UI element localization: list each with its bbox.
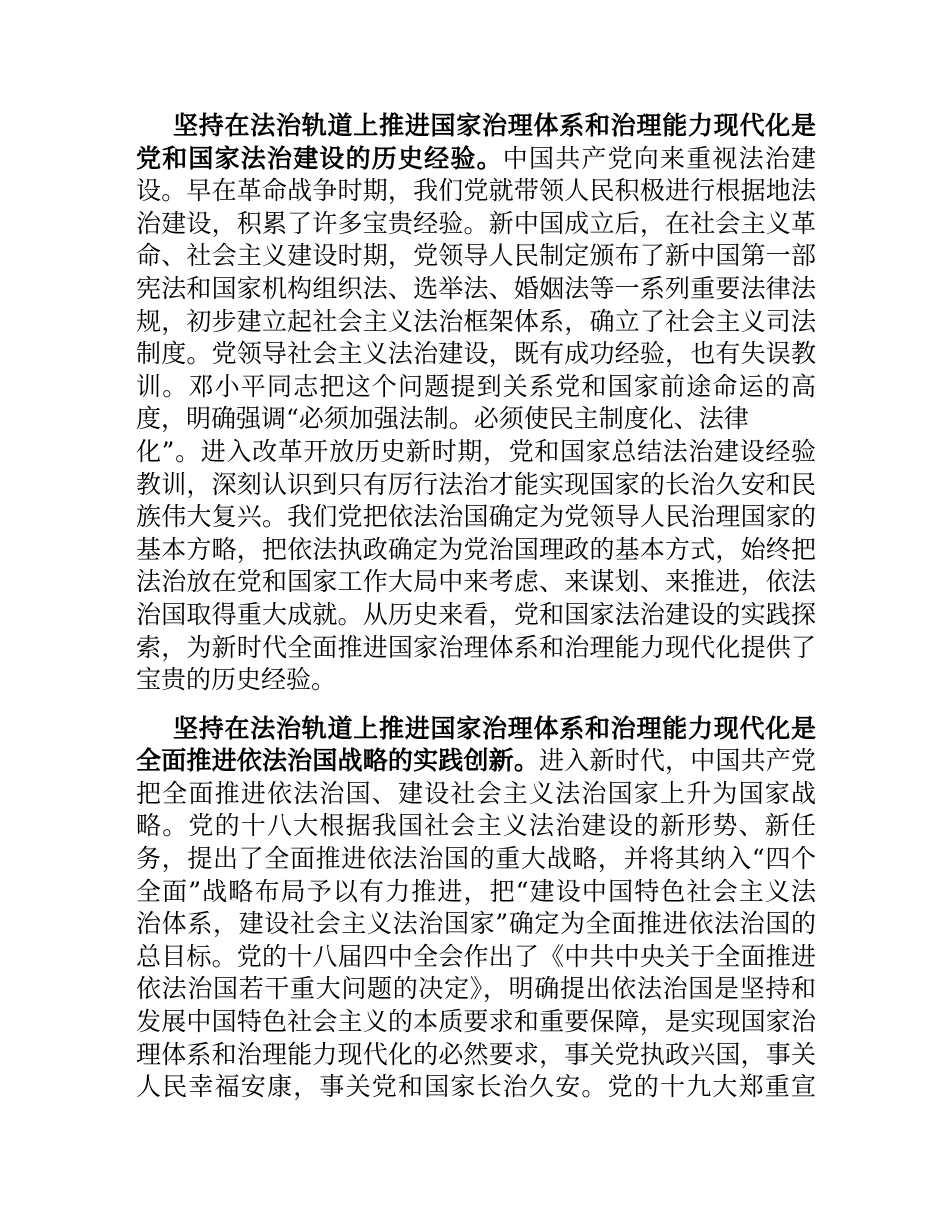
text-line — [136, 208, 816, 241]
body-text: 宪法和国家机构组织法、选举法、婚姻法等一系列重要法律法 — [136, 273, 816, 303]
body-text: 进入新时代，中国共产党 — [539, 746, 816, 776]
text-line — [136, 110, 816, 143]
bold-lead-text: 坚持在法治轨道上推进国家治理体系和治理能力现代化是 — [173, 713, 816, 743]
text-line — [136, 599, 816, 632]
body-text: 基本方略，把依法执政确定为党治国理政的基本方式，始终把 — [136, 534, 816, 564]
text-line — [136, 908, 816, 941]
bold-lead-text: 党和国家法治建设的历史经验。 — [136, 143, 503, 173]
text-line — [136, 632, 816, 665]
body-text: 训。邓小平同志把这个问题提到关系党和国家前途命运的高 — [136, 371, 816, 401]
body-text: 治体系，建设社会主义法治国家”确定为全面推进依法治国的 — [136, 909, 816, 939]
text-line — [136, 810, 816, 843]
body-text: 规，初步建立起社会主义法治框架体系，确立了社会主义司法 — [136, 306, 816, 336]
text-line — [136, 306, 816, 339]
body-text: 务，提出了全面推进依法治国的重大战略，并将其纳入“四个 — [136, 844, 816, 874]
body-text: 宝贵的历史经验。 — [136, 665, 337, 695]
body-text: 全面”战略布局予以有力推进，把“建设中国特色社会主义法 — [136, 876, 816, 906]
text-line — [136, 273, 816, 306]
text-line — [136, 973, 816, 1006]
body-text: 总目标。党的十八届四中全会作出了《中共中央关于全面推进 — [136, 941, 816, 971]
text-line — [136, 469, 816, 502]
text-line — [136, 338, 816, 371]
body-text: 治建设，积累了许多宝贵经验。新中国成立后，在社会主义革 — [136, 208, 816, 238]
text-line — [136, 778, 816, 811]
body-text: 理体系和治理能力现代化的必然要求，事关党执政兴国，事关 — [136, 1039, 816, 1069]
text-line — [136, 1039, 816, 1072]
body-text: 治国取得重大成就。从历史来看，党和国家法治建设的实践探 — [136, 599, 816, 629]
body-text: 略。党的十八大根据我国社会主义法治建设的新形势、新任 — [136, 811, 816, 841]
body-text: 设。早在革命战争时期，我们党就带领人民积极进行根据地法 — [136, 176, 816, 206]
bold-lead-text: 坚持在法治轨道上推进国家治理体系和治理能力现代化是 — [173, 111, 816, 140]
text-block — [136, 110, 816, 1104]
text-line — [136, 843, 816, 876]
paragraph — [136, 713, 816, 1104]
bold-lead-text: 全面推进依法治国战略的实践创新。 — [136, 746, 540, 776]
body-text: 化”。进入改革开放历史新时期，党和国家总结法治建设经验 — [136, 436, 816, 466]
body-text: 度，明确强调“必须加强法制。必须使民主制度化、法律 — [136, 404, 749, 434]
body-text: 教训，深刻认识到只有厉行法治才能实现国家的长治久安和民 — [136, 469, 816, 499]
text-line — [136, 143, 816, 176]
body-text: 中国共产党向来重视法治建 — [502, 143, 816, 173]
body-text: 把全面推进依法治国、建设社会主义法治国家上升为国家战 — [136, 778, 816, 808]
text-line — [136, 566, 816, 599]
body-text: 依法治国若干重大问题的决定》，明确提出依法治国是坚持和 — [136, 974, 816, 1004]
body-text: 族伟大复兴。我们党把依法治国确定为党领导人民治理国家的 — [136, 502, 816, 532]
text-line — [136, 745, 816, 778]
text-line — [136, 713, 816, 746]
text-line — [136, 534, 816, 567]
body-text: 索，为新时代全面推进国家治理体系和治理能力现代化提供了 — [136, 632, 816, 662]
text-line — [136, 664, 816, 697]
text-line — [136, 436, 816, 469]
body-text: 命、社会主义建设时期，党领导人民制定颁布了新中国第一部 — [136, 241, 816, 271]
text-line — [136, 501, 816, 534]
body-text: 制度。党领导社会主义法治建设，既有成功经验，也有失误教 — [136, 339, 816, 369]
body-text: 发展中国特色社会主义的本质要求和重要保障，是实现国家治 — [136, 1007, 816, 1037]
text-line — [136, 1006, 816, 1039]
text-line — [136, 403, 816, 436]
body-text: 法治放在党和国家工作大局中来考虑、来谋划、来推进，依法 — [136, 567, 816, 597]
text-line — [136, 1071, 816, 1104]
text-line — [136, 175, 816, 208]
paragraph — [136, 110, 816, 697]
text-line — [136, 371, 816, 404]
text-line — [136, 240, 816, 273]
text-line — [136, 876, 816, 909]
text-line — [136, 941, 816, 974]
body-text: 人民幸福安康，事关党和国家长治久安。党的十九大郑重宣 — [136, 1072, 816, 1102]
